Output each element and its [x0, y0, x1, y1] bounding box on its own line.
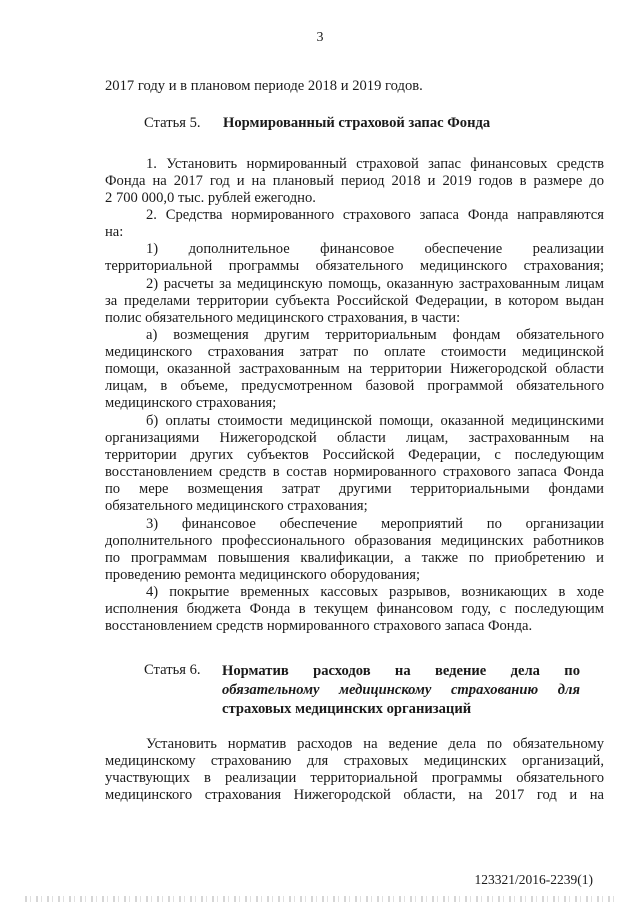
article6-title-line: страховых медицинских организаций [222, 701, 472, 717]
intro-line: 2017 году и в плановом периоде 2018 и 2019 годов. [105, 78, 423, 94]
article6-label: Статья 6. [144, 662, 201, 678]
a5-line: по мере возмещения затрат другими территориальными фондами [105, 481, 604, 497]
a5-line: дополнительного профессионального образования медицинских работников [105, 533, 604, 549]
a5-line: на: [105, 224, 124, 240]
article6-title-line: Норматив расходов на ведение дела по [222, 663, 580, 679]
page-number: 3 [316, 30, 324, 45]
a5-line: медицинского страхования; [105, 395, 277, 411]
a5-line: 2) расчеты за медицинскую помощь, оказанную застрахованным лицам [146, 276, 604, 292]
a6-line: медицинского страхования Нижегородской области, на 2017 год и на [105, 787, 604, 803]
a5-line: медицинского страхования затрат по оплате стоимости медицинской [105, 344, 604, 360]
a5-line: 1. Установить нормированный страховой запас финансовых средств [146, 156, 604, 172]
a5-line: 1) дополнительное финансовое обеспечение реализации [146, 241, 604, 257]
article6-title-line: обязательному медицинскому страхованию для [222, 682, 580, 698]
a5-line: восстановлением средств нормированного страхового запаса Фонда. [105, 618, 533, 634]
a5-line: исполнения бюджета Фонда в текущем финансовом году, с последующим [105, 601, 604, 617]
a5-line: 2. Средства нормированного страхового запаса Фонда направляются [146, 207, 604, 223]
a6-line: участвующих в реализации территориальной программы обязательного [105, 770, 604, 786]
a5-line: б) оплаты стоимости медицинской помощи, оказанной медицинскими [146, 413, 604, 429]
a6-line: медицинскому страхованию для страховых медицинских организаций, [105, 753, 604, 769]
a5-line: по программам повышения квалификации, а также по приобретению и [105, 550, 604, 566]
a5-line: помощи, оказанной застрахованным на территории Нижегородской области [105, 361, 604, 377]
a5-line: территории других субъектов Российской Федерации, с последующим [105, 447, 604, 463]
article5-title: Нормированный страховой запас Фонда [223, 115, 491, 131]
a5-line: проведению ремонта медицинского оборудования; [105, 567, 421, 583]
a5-line: лицам, в объеме, предусмотренном базовой программой обязательного [105, 378, 604, 394]
a5-line: организациями Нижегородской области лицам, застрахованным на [105, 430, 604, 446]
a5-line: территориальной программы обязательного медицинского страхования; [105, 258, 604, 274]
article5-label: Статья 5. [144, 115, 201, 131]
a5-line: полис обязательного медицинского страхования, в части: [105, 310, 461, 326]
a5-line: 4) покрытие временных кассовых разрывов, возникающих в ходе [146, 584, 604, 600]
a5-line: обязательного медицинского страхования; [105, 498, 368, 514]
a5-line: а) возмещения другим территориальным фондам обязательного [146, 327, 604, 343]
document-id: 123321/2016-2239(1) [474, 872, 593, 887]
a5-line: 3) финансовое обеспечение мероприятий по организации [146, 516, 604, 532]
a5-line: 2 700 000,0 тыс. рублей ежегодно. [105, 190, 316, 206]
a6-line: Установить норматив расходов на ведение дела по обязательному [146, 736, 604, 752]
article6-title [222, 662, 580, 719]
footer-barcode [25, 896, 615, 902]
a5-line: Фонда на 2017 год и на плановый период 2018 и 2019 годов в размере до [105, 173, 604, 189]
a5-line: восстановлением средств в состав нормированного страхового запаса Фонда [105, 464, 604, 480]
a5-line: за пределами территории субъекта Российской Федерации, в котором выдан [105, 293, 604, 309]
